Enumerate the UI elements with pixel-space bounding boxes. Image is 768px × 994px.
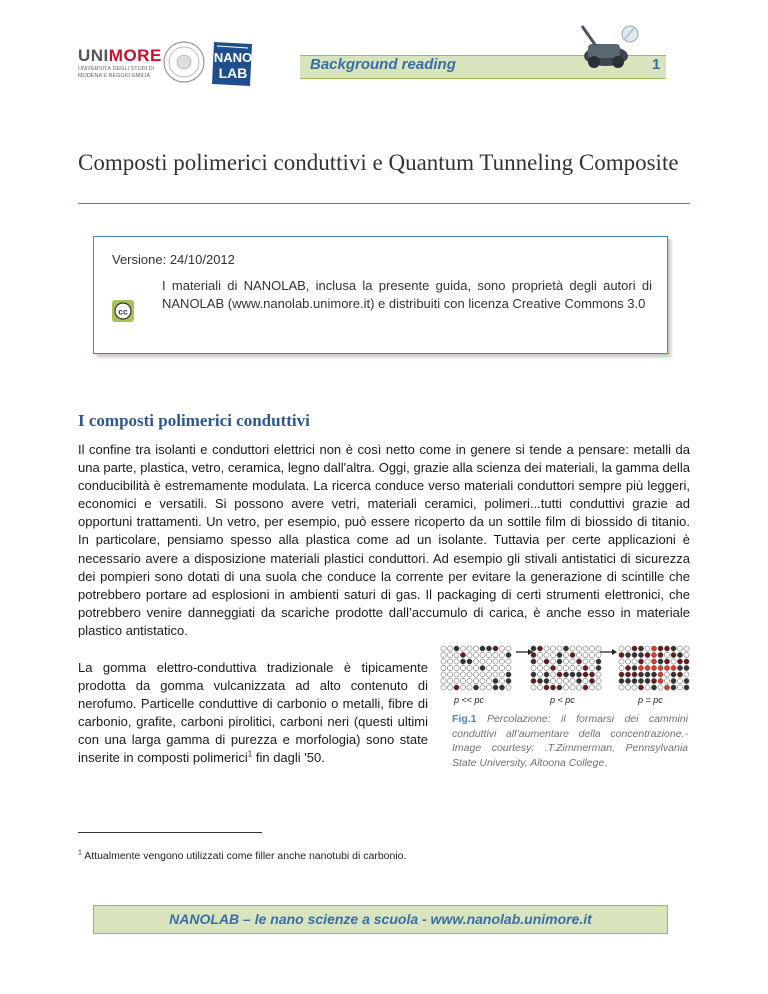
grid-site [506, 659, 511, 664]
grid-site [499, 665, 504, 670]
grid-site [576, 672, 581, 677]
grid-site [493, 652, 498, 657]
grid-site [537, 672, 542, 677]
paragraph-1: Il confine tra isolanti e conduttori elettrici non è così netto come in genere si tende a pensare: metalli da una parte, plastica, vetro, ceramica, legno dall'altra. Oggi, grazie alla scienza dei materiali, la gamma della conducibilità è estremamente modulata. La ricerca conduce verso materiali conduttori sempre più leggeri, economici e versatili. Si possono avere vetri, materiali ceramici, polimeri...tutti conduttivi grazie ad opportuni trattamenti. Un vetro, per esempio, può essere ricoperto da un sottile film di biossido di titanio. In particolare, pensiamo spesso alla plastica come ad un isolante. Tuttavia per certe applicazioni è necessario avere a disposizione materiali plastici conduttori. Ad esempio gli stivali antistatici di sicurezza dei pompieri sono dotati di una suola che conduce la corrente per evitare la generazione di scintille che potrebbero portare ad esplosioni in ambienti saturi di gas. Il packaging di certi strumenti elettronici, che potrebbero venire danneggiati da scariche prodotte dall’accumulo di carica, è anche esso in materiale plastico antistatico. [78, 442, 690, 638]
grid-site [544, 665, 549, 670]
grid-site [467, 659, 472, 664]
grid-site [583, 672, 588, 677]
grid-site [570, 659, 575, 664]
figure-label-1: p << pc [454, 695, 485, 705]
grid-site [557, 678, 562, 683]
grid-site [447, 678, 452, 683]
grid-site [441, 659, 446, 664]
grid-site [499, 659, 504, 664]
grid-site [625, 678, 630, 683]
license-text: I materiali di NANOLAB, inclusa la presente guida, sono proprietà degli autori di NANOLAB (www.nanolab.unimore.it) e distribuiti con licenza Creative Commons 3.0 [162, 278, 652, 311]
grid-site [625, 685, 630, 690]
grid-site [550, 659, 555, 664]
grid-site [632, 685, 637, 690]
grid-site [589, 665, 594, 670]
svg-text:NANO: NANO [213, 50, 253, 65]
grid-site [658, 685, 663, 690]
grid-site [596, 646, 601, 651]
grid-site [664, 659, 669, 664]
grid-site [454, 646, 459, 651]
grid-site [460, 665, 465, 670]
grid-site [486, 672, 491, 677]
grid-site [493, 646, 498, 651]
grid-site [645, 685, 650, 690]
grid-site [619, 678, 624, 683]
grid-site [557, 659, 562, 664]
grid-site [671, 672, 676, 677]
grid-site [480, 672, 485, 677]
grid-site [557, 646, 562, 651]
grid-site [441, 646, 446, 651]
grid-site [493, 659, 498, 664]
grid-site [550, 672, 555, 677]
grid-site [506, 685, 511, 690]
grid-site [486, 678, 491, 683]
footnote-rule [78, 832, 262, 833]
grid-site [563, 665, 568, 670]
grid-site [460, 685, 465, 690]
grid-site [486, 646, 491, 651]
grid-site [473, 665, 478, 670]
grid-site [467, 672, 472, 677]
grid-site [671, 646, 676, 651]
grid-site [499, 652, 504, 657]
grid-site [493, 678, 498, 683]
grid-site [537, 665, 542, 670]
grid-site [596, 685, 601, 690]
grid-site [531, 678, 536, 683]
grid-site [473, 659, 478, 664]
logo-more-text: MORE [108, 46, 162, 65]
grid-3 [619, 646, 689, 690]
grid-site [480, 678, 485, 683]
footnote [78, 850, 406, 862]
grid-site [589, 672, 594, 677]
svg-text:LAB: LAB [218, 65, 248, 81]
grid-site [596, 678, 601, 683]
grid-site [658, 678, 663, 683]
grid-site [576, 678, 581, 683]
grid-site [645, 678, 650, 683]
grid-site [625, 665, 630, 670]
grid-site [677, 685, 682, 690]
grid-site [684, 685, 689, 690]
grid-site [447, 685, 452, 690]
grid-site [589, 659, 594, 664]
grid-site [658, 672, 663, 677]
version-text: Versione: 24/10/2012 [112, 252, 235, 267]
nanolab-logo-icon [210, 40, 256, 88]
grid-site [684, 678, 689, 683]
grid-site [658, 665, 663, 670]
grid-site [493, 672, 498, 677]
grid-site [537, 659, 542, 664]
grid-site [563, 672, 568, 677]
grid-site [583, 678, 588, 683]
grid-site [677, 646, 682, 651]
grid-site [550, 652, 555, 657]
grid-site [645, 646, 650, 651]
document-title: Composti polimerici conduttivi e Quantum Tunneling Composite [78, 150, 679, 175]
robot-illustration-icon [566, 18, 642, 74]
grid-site [454, 685, 459, 690]
grid-site [632, 652, 637, 657]
grid-site [557, 652, 562, 657]
grid-site [658, 646, 663, 651]
grid-site [570, 646, 575, 651]
grid-site [671, 652, 676, 657]
grid-site [441, 665, 446, 670]
grid-site [441, 672, 446, 677]
grid-site [619, 659, 624, 664]
percolation-figure [438, 645, 690, 705]
grid-site [544, 678, 549, 683]
grid-site [651, 646, 656, 651]
grid-site [619, 646, 624, 651]
grid-site [506, 646, 511, 651]
grid-site [583, 665, 588, 670]
grid-site [645, 665, 650, 670]
grid-site [506, 652, 511, 657]
grid-site [625, 672, 630, 677]
grid-site [596, 672, 601, 677]
grid-site [589, 678, 594, 683]
grid-site [684, 646, 689, 651]
grid-site [486, 665, 491, 670]
grid-site [632, 659, 637, 664]
grid-site [625, 659, 630, 664]
grid-site [447, 672, 452, 677]
grid-site [531, 659, 536, 664]
grid-site [625, 646, 630, 651]
arrow-2-icon [600, 649, 617, 655]
grid-site [480, 685, 485, 690]
grid-site [506, 665, 511, 670]
grid-site [596, 652, 601, 657]
grid-site [664, 678, 669, 683]
grid-site [563, 659, 568, 664]
grid-site [531, 685, 536, 690]
grid-site [619, 652, 624, 657]
grid-site [638, 678, 643, 683]
grid-site [589, 652, 594, 657]
grid-site [447, 646, 452, 651]
grid-site [583, 659, 588, 664]
grid-site [441, 678, 446, 683]
grid-site [632, 646, 637, 651]
section-heading: I composti polimerici conduttivi [78, 411, 310, 430]
banner-title: Background reading [310, 56, 456, 73]
grid-site [499, 685, 504, 690]
grid-site [596, 659, 601, 664]
grid-site [550, 678, 555, 683]
grid-site [658, 659, 663, 664]
grid-site [454, 678, 459, 683]
grid-site [583, 652, 588, 657]
grid-site [684, 652, 689, 657]
footnote-text: Attualmente vengono utilizzati come filler anche nanotubi di carbonio. [81, 850, 407, 862]
grid-site [506, 678, 511, 683]
grid-site [531, 646, 536, 651]
grid-site [473, 672, 478, 677]
footnote-number: 1 [78, 849, 82, 857]
grid-site [619, 665, 624, 670]
grid-site [576, 659, 581, 664]
grid-site [638, 659, 643, 664]
grid-site [544, 659, 549, 664]
grid-site [671, 659, 676, 664]
paragraph-2 [78, 659, 428, 768]
university-seal-icon [162, 40, 206, 84]
grid-site [531, 672, 536, 677]
grid-site [677, 665, 682, 670]
grid-site [467, 678, 472, 683]
grid-site [570, 678, 575, 683]
grid-site [583, 685, 588, 690]
grid-site [671, 678, 676, 683]
caption-text: Percolazione: il formarsi dei cammini conduttivi all’aumentare della concentrazione.- Image courtesy: .T.Zimmerman, Pennsylvania State University, Altoona College. [452, 713, 688, 769]
grid-site [499, 678, 504, 683]
grid-site [467, 685, 472, 690]
grid-site [454, 665, 459, 670]
grid-site [645, 659, 650, 664]
grid-site [619, 685, 624, 690]
grid-site [664, 672, 669, 677]
grid-site [441, 685, 446, 690]
grid-site [447, 659, 452, 664]
grid-site [473, 652, 478, 657]
grid-site [658, 652, 663, 657]
grid-site [596, 665, 601, 670]
grid-site [589, 685, 594, 690]
grid-site [651, 685, 656, 690]
grid-site [638, 646, 643, 651]
grid-site [480, 646, 485, 651]
grid-site [460, 646, 465, 651]
grid-site [684, 665, 689, 670]
grid-site [473, 678, 478, 683]
grid-site [576, 685, 581, 690]
grid-site [671, 685, 676, 690]
grid-site [473, 646, 478, 651]
grid-site [550, 646, 555, 651]
grid-site [570, 652, 575, 657]
grid-site [486, 659, 491, 664]
grid-site [576, 665, 581, 670]
footer-text: NANOLAB – le nano scienze a scuola - www.nanolab.unimore.it [169, 911, 592, 927]
grid-site [447, 665, 452, 670]
grid-site [544, 652, 549, 657]
grid-site [651, 678, 656, 683]
grid-site [544, 685, 549, 690]
grid-site [460, 672, 465, 677]
grid-site [638, 672, 643, 677]
grid-site [570, 685, 575, 690]
grid-site [570, 672, 575, 677]
grid-site [493, 685, 498, 690]
grid-site [544, 646, 549, 651]
grid-site [638, 652, 643, 657]
caption-prefix: Fig.1 [452, 713, 477, 725]
grid-site [563, 646, 568, 651]
grid-site [557, 685, 562, 690]
grid-site [677, 678, 682, 683]
grid-site [557, 665, 562, 670]
grid-site [537, 652, 542, 657]
grid-site [570, 665, 575, 670]
grid-site [460, 678, 465, 683]
grid-site [454, 672, 459, 677]
grid-site [557, 672, 562, 677]
grid-site [467, 665, 472, 670]
grid-site [531, 652, 536, 657]
grid-site [664, 646, 669, 651]
grid-site [486, 685, 491, 690]
grid-site [638, 685, 643, 690]
page-number: 1 [652, 56, 661, 73]
grid-site [550, 685, 555, 690]
grid-site [664, 652, 669, 657]
grid-site [441, 652, 446, 657]
grid-site [645, 652, 650, 657]
unimore-logo-subtitle: UNIVERSITÀ DEGLI STUDI DI MODENA E REGGIO EMILIA [78, 66, 155, 79]
grid-site [537, 685, 542, 690]
grid-site [480, 652, 485, 657]
grid-site [583, 646, 588, 651]
grid-site [684, 672, 689, 677]
figure-label-2: p < pc [550, 695, 575, 705]
grid-site [632, 665, 637, 670]
grid-site [576, 652, 581, 657]
grid-site [638, 665, 643, 670]
paragraph-2-end: fin dagli '50. [252, 750, 325, 766]
grid-site [651, 665, 656, 670]
grid-site [625, 652, 630, 657]
grid-2 [531, 646, 601, 690]
unimore-logo [78, 46, 162, 66]
grid-1 [441, 646, 511, 690]
grid-site [447, 652, 452, 657]
grid-site [563, 685, 568, 690]
grid-site [632, 678, 637, 683]
grid-site [499, 646, 504, 651]
grid-site [454, 652, 459, 657]
footnote-ref: 1 [247, 750, 253, 760]
paragraph-2-text: La gomma elettro-conduttiva tradizionale è tipicamente prodotta da gomma vulcanizzata ad alto contenuto di nerofumo. Particelle conduttive di carbonio o metalli, fibre di carbonio, grafite, carboni pirolitici, carboni neri (questi ultimi con una larga gamma di purezza e morfologia) sono state inserite in composti polimerici [78, 660, 428, 766]
title-rule [78, 203, 690, 204]
grid-site [651, 652, 656, 657]
logo-uni-text: UNI [78, 46, 109, 65]
creative-commons-icon [112, 300, 134, 322]
grid-site [671, 665, 676, 670]
grid-site [563, 678, 568, 683]
grid-site [486, 652, 491, 657]
grid-site [460, 652, 465, 657]
svg-text:cc: cc [118, 306, 128, 317]
grid-site [550, 665, 555, 670]
grid-site [632, 672, 637, 677]
grid-site [664, 685, 669, 690]
grid-site [651, 672, 656, 677]
grid-site [589, 646, 594, 651]
grid-site [460, 659, 465, 664]
grid-site [467, 646, 472, 651]
grid-site [684, 659, 689, 664]
grid-site [537, 678, 542, 683]
grid-site [651, 659, 656, 664]
figure-label-3: p = pc [638, 695, 663, 705]
figure-caption [452, 712, 688, 770]
grid-site [563, 652, 568, 657]
grid-site [677, 659, 682, 664]
grid-site [531, 665, 536, 670]
grid-site [493, 665, 498, 670]
grid-site [480, 665, 485, 670]
arrow-1-icon [516, 649, 533, 655]
grid-site [506, 672, 511, 677]
grid-site [677, 652, 682, 657]
grid-site [576, 646, 581, 651]
grid-site [467, 652, 472, 657]
grid-site [454, 659, 459, 664]
grid-site [544, 672, 549, 677]
grid-site [473, 685, 478, 690]
grid-site [677, 672, 682, 677]
grid-site [664, 665, 669, 670]
grid-site [499, 672, 504, 677]
grid-site [619, 672, 624, 677]
grid-site [480, 659, 485, 664]
grid-site [537, 646, 542, 651]
grid-site [645, 672, 650, 677]
